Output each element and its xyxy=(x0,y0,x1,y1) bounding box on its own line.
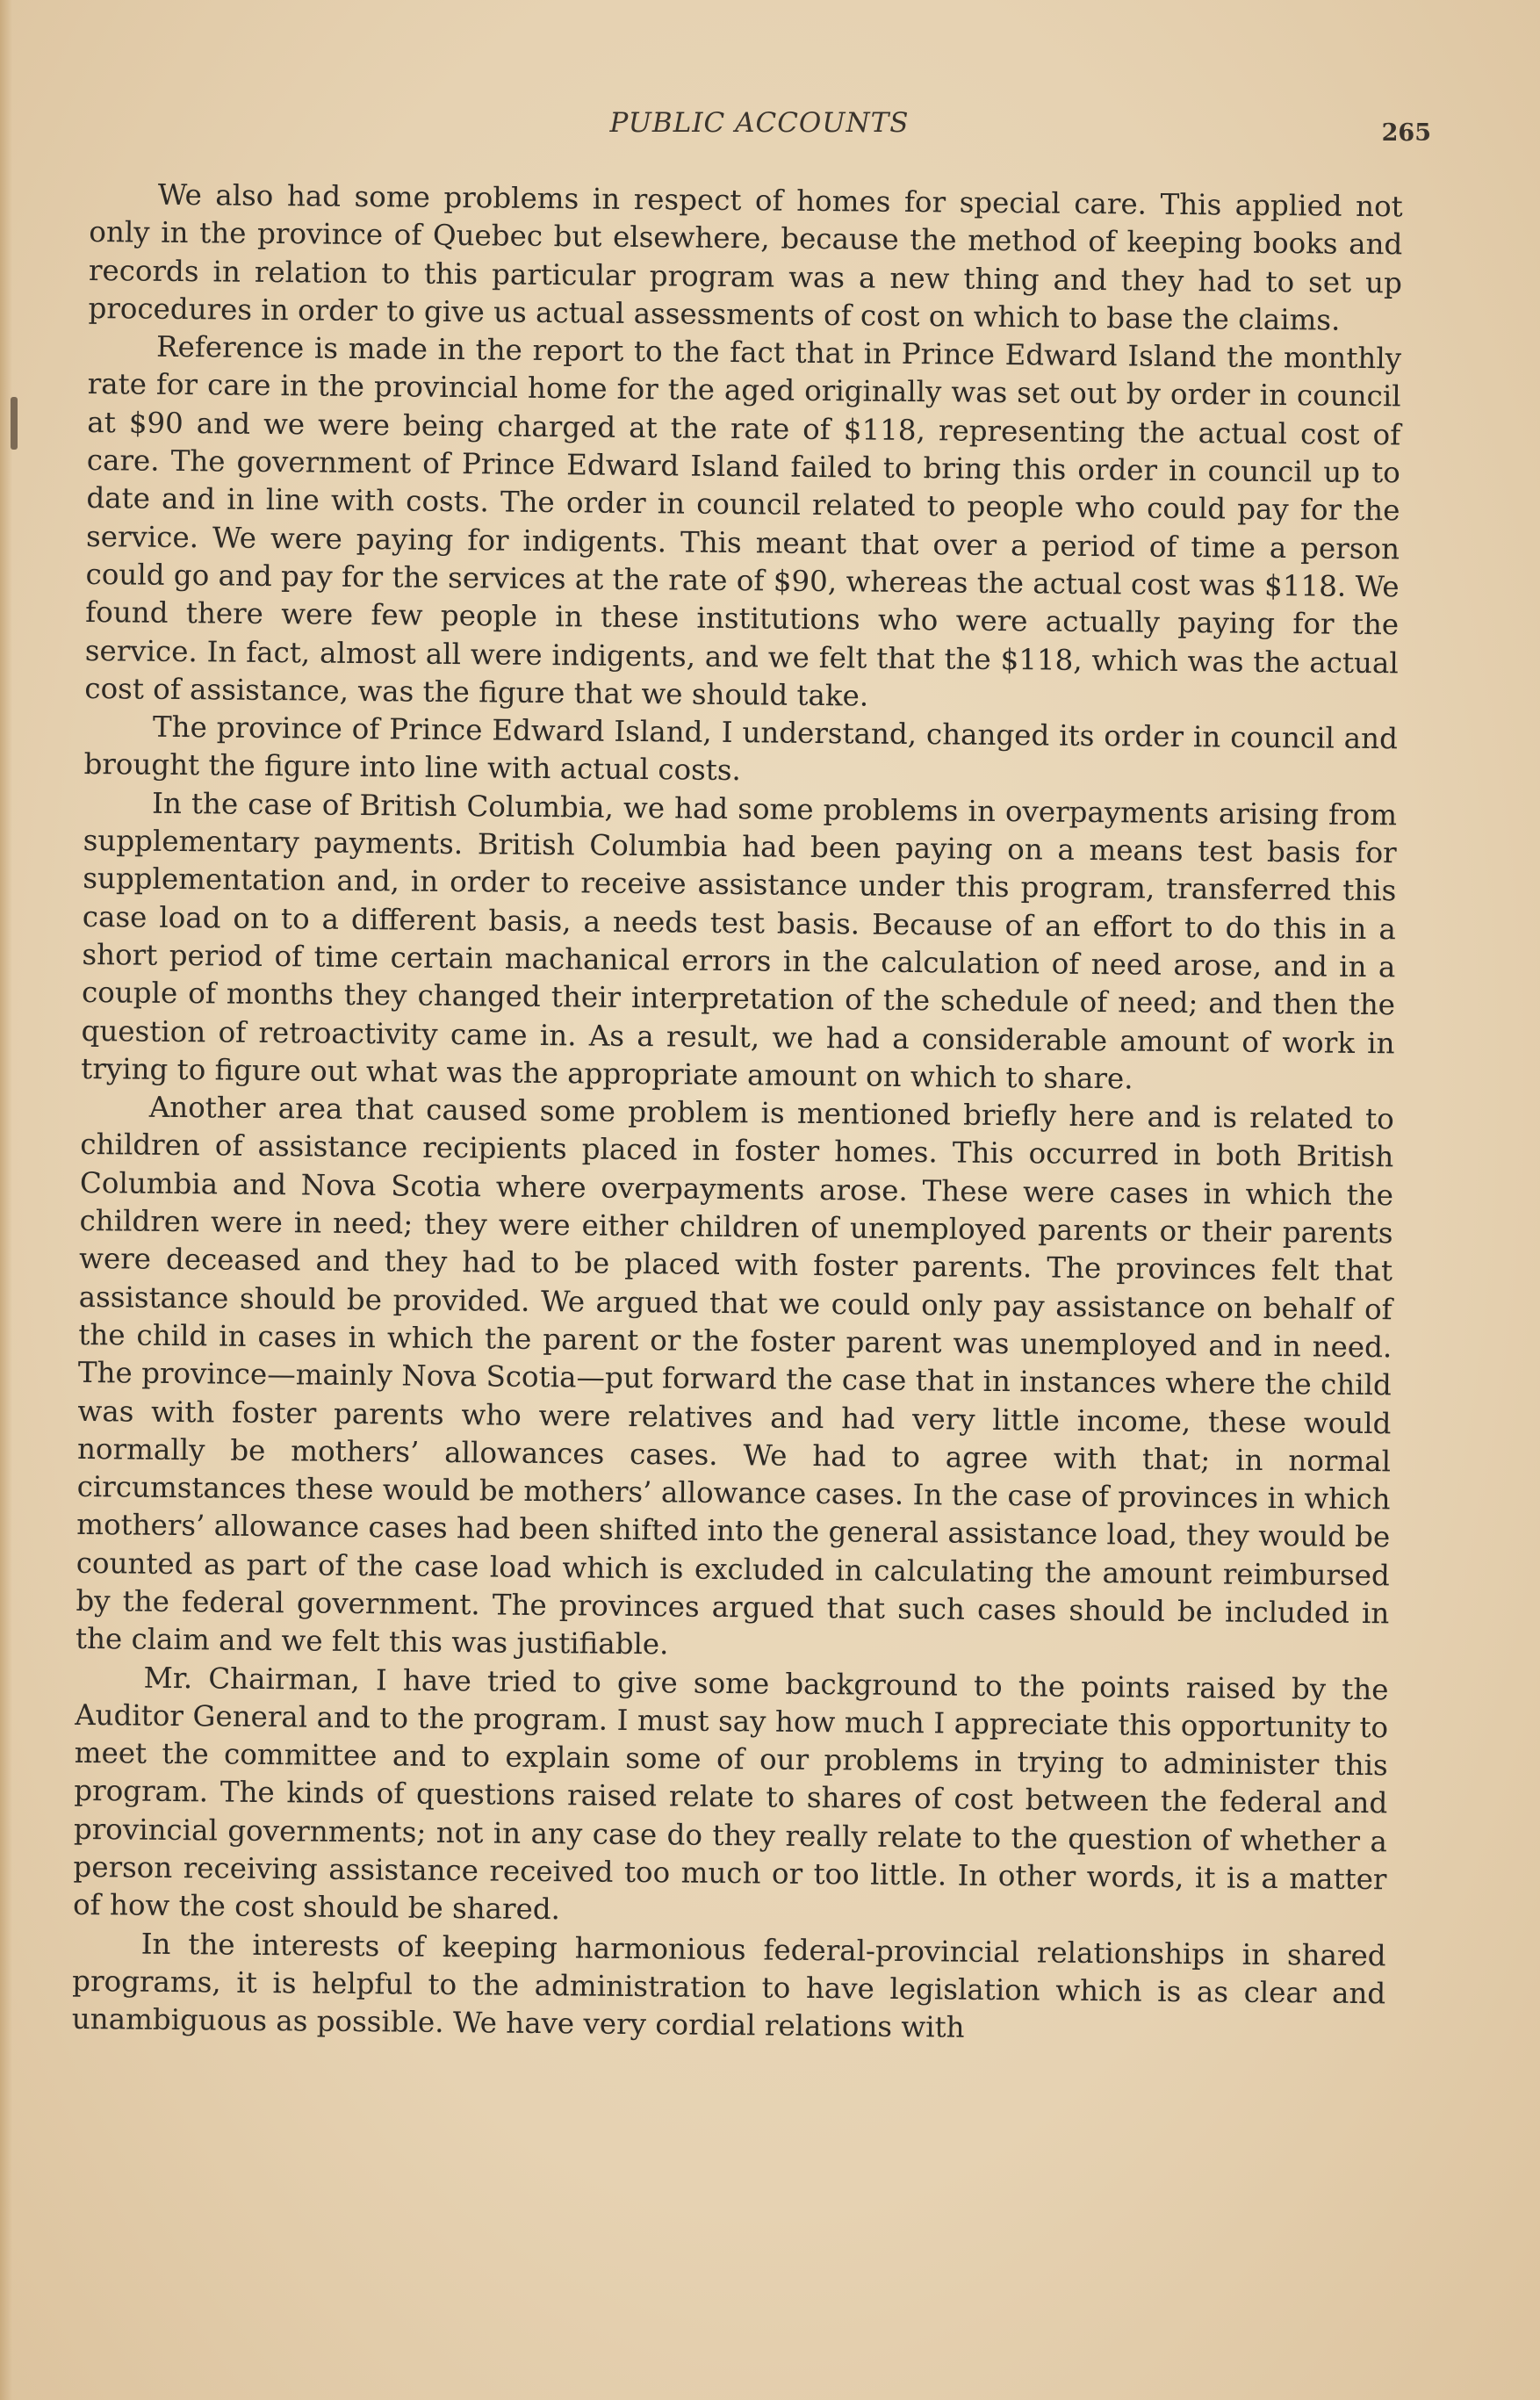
binding-mark xyxy=(11,397,18,450)
paragraph-pei-order-change: The province of Prince Edward Island, I understand, changed its order in council and brought the figure into line with actual costs. xyxy=(83,710,1399,788)
paragraph-foster-homes: Another area that caused some problem is mentioned briefly here and is related to children of assistance recipients placed in foster homes. This occurred in both British Columbia and Nova Scotia where overpayments arose. These were cases in which the children were in need; they were either children of unemployed parents or their parents were deceased and they had to be placed with foster parents. The provinces felt that assistance should be provided. We argued that we could only pay assistance on behalf of the child in cases in which the parent or the foster parent was unemployed and in need. The province—mainly Nova Scotia—put forward the case that in instances where the child was with foster parents who were relatives and had very little income, these would normally be mothers’ allowances cases. We had to agree with that; in normal circumstances these would be mothers’ allowance cases. In the case of provinces in which mothers’ allowance cases had been shifted into the general assistance load, they would be counted as part of the case load which is excluded in calculating the amount reimbursed by the federal government. The provinces argued that such cases should be included in the claim and we felt this was justifiable. xyxy=(75,1090,1394,1661)
body-text xyxy=(72,176,1403,2051)
paragraph-special-care-homes: We also had some problems in respect of homes for special care. This applied not only in the province of Quebec but elsewhere, because the method of keeping books and records in relation to this particular program was a new thing and they had to set up procedures in order to give us actual assessments of cost on which to base the claims. xyxy=(88,177,1403,337)
running-title: PUBLIC ACCOUNTS xyxy=(609,107,910,139)
paragraph-chairman-remarks: Mr. Chairman, I have tried to give some background to the points raised by the Auditor General and to the program. I must say how much I appreciate this opportunity to meet the committee and to explain some of our problems in trying to administer this program. The kinds of questions raised relate to shares of cost between the federal and provincial governments; not in any case do they really relate to the question of whether a person receiving assistance received too much or too little. In other words, it is a matter of how the cost should be shared. xyxy=(72,1661,1389,1927)
paragraph-british-columbia: In the case of British Columbia, we had some problems in overpayments arising from supplementary payments. British Columbia had been paying on a means test basis for supplementation and, in order to receive assistance under this program, transferred this case load on to a different basis, a needs test basis. Because of an effort to do this in a short period of time certain machanical errors in the calculation of need arose, and in a couple of months they changed their interpretation of the schedule of need; and then the question of retroactivity came in. As a result, we had a considerable amount of work in trying to figure out what was the appropriate amount on which to share. xyxy=(81,786,1398,1096)
paragraph-federal-provincial-relations: In the interests of keeping harmonious federal-provincial relationships in shared programs, it is helpful to the administration to have legislation which is as clear and unambiguous as possible. We have very cordial relations with xyxy=(71,1927,1386,2044)
page-number: 265 xyxy=(1381,119,1431,147)
running-header xyxy=(88,107,1431,151)
page-edge-shadow xyxy=(0,0,12,2400)
paragraph-prince-edward-island-rate: Reference is made in the report to the fact that in Prince Edward Island the monthly rate for care in the provincial home for the aged originally was set out by order in council at $90 and we were being charged at the rate of $118, representing the actual cost of care. The government of Prince Edward Island failed to bring this order in council up to date and in line with costs. The order in council related to people who could pay for the service. We were paying for indigents. This meant that over a period of time a person could go and pay for the services at the rate of $90, whereas the actual cost was $118. We found there were few people in these institutions who were actually paying for the service. In fact, almost all were indigents, and we felt that the $118, which was the actual cost of assistance, was the figure that we should take. xyxy=(84,329,1402,713)
